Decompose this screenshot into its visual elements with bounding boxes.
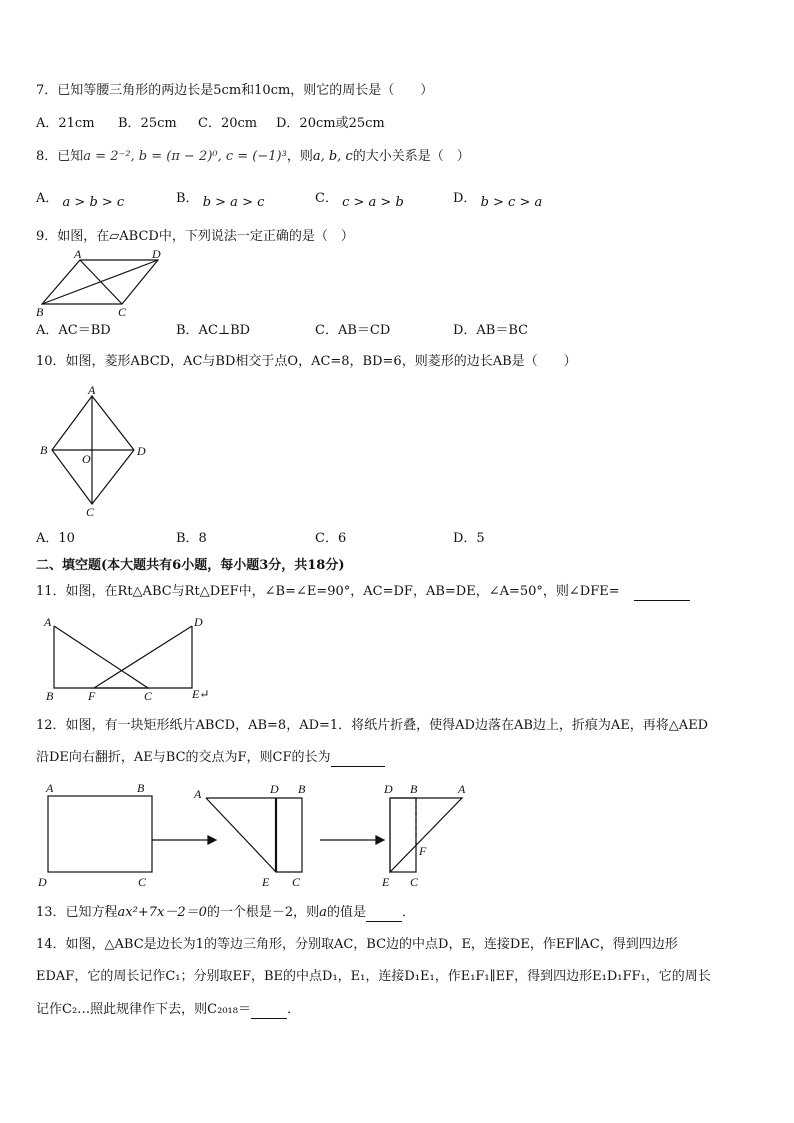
q11-triangle-abc [54, 626, 148, 688]
q14-line2: EDAF，它的周长记作C₁；分别取EF，BE的中点D₁，E₁，连接D₁E₁，作E₁F₁∥EF，得到四边形E₁D₁FF₁，它的周长 [36, 969, 711, 984]
q8-option-b-text: b > a > c [202, 195, 265, 210]
q10-label-a: A [88, 383, 96, 397]
q12-fig1-label-b: B [137, 781, 145, 795]
q7-option-a: A．21cm [36, 116, 95, 131]
q8-option-d-text: b > c > a [480, 195, 543, 210]
q9-label-b: B [36, 305, 44, 319]
q8-option-b [176, 190, 264, 208]
q11-label-b: B [46, 689, 54, 703]
q12-fig1-label-a: A [46, 781, 54, 795]
q13-answer-blank[interactable] [366, 921, 402, 922]
q10-option-a: A．10 [36, 531, 75, 546]
q13-equation: ax²+7x－2＝0 [117, 905, 207, 920]
q12-line2 [36, 749, 385, 767]
q8-stem-pre: 8．已知 [36, 149, 84, 164]
q10-option-c: C．6 [315, 531, 347, 546]
q10-option-d: D．5 [453, 531, 485, 546]
q9-option-a: A．AC＝BD [36, 323, 111, 338]
q12-final-strip [390, 798, 416, 872]
q13-stem-mid: 的一个根是－2，则 [206, 905, 320, 920]
q13-end: ． [401, 905, 415, 920]
q13-stem [36, 904, 415, 922]
q8-vars: a, b, c [312, 149, 353, 164]
q10-label-d: D [137, 444, 146, 458]
q12-fig2-label-a: A [194, 787, 202, 801]
q9-option-d: D．AB＝BC [453, 323, 529, 338]
q12-arrow-2-head [376, 836, 384, 844]
q8-option-c-text: c > a > b [342, 195, 404, 210]
q12-fig2-label-d: D [270, 782, 279, 796]
q8-option-d-label: D． [453, 191, 477, 206]
q12-line2-text: 沿DE向右翻折，AE与BC的交点为F，则CF的长为 [36, 750, 331, 765]
q12-fig1-label-d: D [38, 875, 47, 889]
q13-stem-post: 的值是 [326, 905, 366, 920]
q8-option-c-label: C． [315, 191, 338, 206]
section-2-heading: 二、填空题(本大题共有6小题，每小题3分，共18分) [36, 558, 345, 573]
q11-stem-text: 11．如图，在Rt△ABC与Rt△DEF中，∠B=∠E=90°，AC=DF，AB=DE，∠A=50°，则∠DFE= [36, 584, 620, 599]
q12-fig1-label-c: C [138, 875, 147, 889]
q12-fig2-label-b: B [298, 782, 306, 796]
q12-answer-blank[interactable] [331, 766, 385, 767]
q14-line3 [36, 1001, 300, 1019]
q8-option-a [36, 190, 124, 208]
q14-answer-blank[interactable] [251, 1018, 287, 1019]
q8-option-a-label: A． [36, 191, 59, 206]
q7-option-d: D．20cm或25cm [276, 116, 385, 131]
q13-var: a [319, 905, 327, 920]
q8-stem [36, 148, 470, 166]
q7-stem: 7．已知等腰三角形的两边长是5cm和10cm，则它的周长是（ ） [36, 83, 434, 98]
q10-label-b: B [40, 443, 48, 457]
q11-label-e: E↵ [192, 687, 210, 701]
q12-fig3-label-d: D [384, 782, 393, 796]
q14-line1: 14．如图，△ABC是边长为1的等边三角形，分别取AC，BC边的中点D，E，连接DE，作EF∥AC，得到四边形 [36, 937, 678, 952]
q9-option-b: B．AC⊥BD [176, 323, 251, 338]
q7-option-c: C．20cm [198, 116, 258, 131]
q9-parallelogram-figure [30, 248, 175, 318]
q12-fig3-label-c: C [410, 875, 419, 889]
q12-fig3-label-e: E [382, 875, 390, 889]
q10-option-b: B．8 [176, 531, 207, 546]
q8-option-a-text: a > b > c [62, 195, 125, 210]
q11-label-c: C [144, 689, 153, 703]
q11-label-f: F [88, 689, 96, 703]
q8-stem-mid: ，则 [286, 149, 313, 164]
q11-label-a: A [44, 615, 52, 629]
q10-label-o: O [82, 452, 91, 466]
q8-formula: a = 2⁻², b = (π − 2)⁰, c = (−1)³ [83, 149, 287, 164]
q14-end: ． [286, 1002, 300, 1017]
q11-label-d: D [194, 615, 203, 629]
q13-stem-pre: 13．已知方程 [36, 905, 118, 920]
q12-arrow-1-head [208, 836, 216, 844]
q9-label-d: D [152, 247, 161, 261]
q11-answer-blank[interactable] [634, 600, 690, 601]
q8-option-c [315, 190, 404, 208]
q10-label-c: C [86, 505, 95, 519]
q12-fold-line-ae [206, 798, 276, 872]
q10-stem: 10．如图，菱形ABCD，AC与BD相交于点O，AC=8，BD=6，则菱形的边长AB是（ ） [36, 354, 577, 369]
q12-rectangle [48, 796, 152, 872]
q12-folded-shape [206, 798, 302, 872]
q7-option-b: B．25cm [118, 116, 177, 131]
q14-line3-text: 记作C₂…照此规律作下去，则C₂₀₁₈＝ [36, 1002, 251, 1017]
q11-triangles-figure [40, 612, 220, 704]
q8-option-d [453, 190, 542, 208]
q12-fig2-label-e: E [262, 875, 270, 889]
q9-option-c: C．AB＝CD [315, 323, 391, 338]
q12-fig3-label-a: A [458, 782, 466, 796]
q12-folding-figures [34, 778, 474, 894]
q12-fig3-label-b: B [410, 782, 418, 796]
q8-option-b-label: B． [176, 191, 199, 206]
q12-line1: 12．如图，有一块矩形纸片ABCD，AB=8，AD=1．将纸片折叠，使得AD边落在AB边上，折痕为AE，再将△AED [36, 718, 709, 733]
q9-stem: 9．如图，在▱ABCD中，下列说法一定正确的是（ ） [36, 229, 354, 244]
q11-triangle-def [94, 626, 192, 688]
q12-fig3-label-f: F [419, 844, 427, 858]
q11-stem [36, 583, 690, 601]
q10-rhombus-figure [36, 384, 156, 520]
q8-stem-post: 的大小关系是（ ） [352, 149, 470, 164]
q12-fig2-label-c: C [292, 875, 301, 889]
q9-label-a: A [74, 247, 82, 261]
q9-label-c: C [118, 305, 127, 319]
q12-final-triangle [390, 798, 462, 872]
